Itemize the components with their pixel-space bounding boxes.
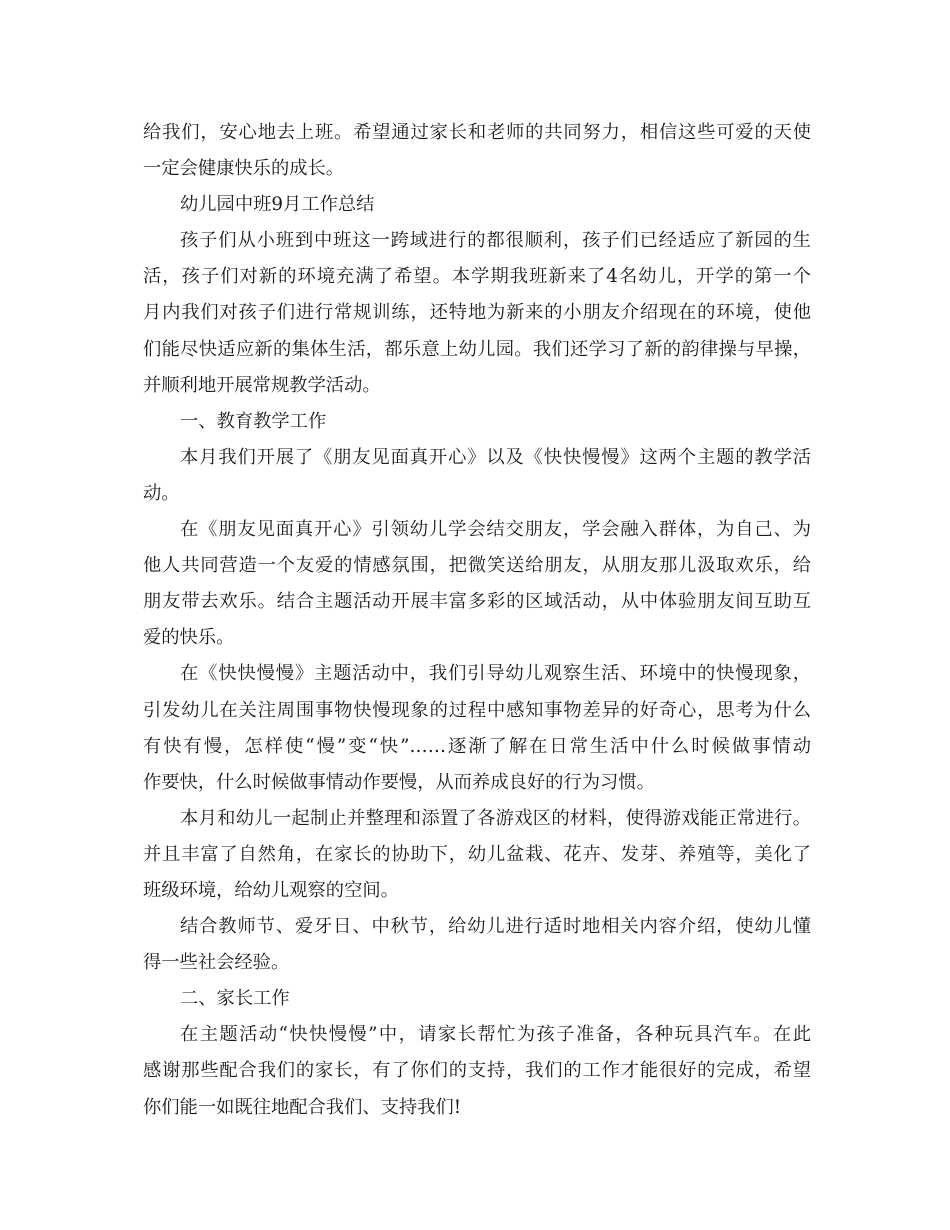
text-line: 班级环境，给幼儿观察的空间。 xyxy=(143,879,399,901)
text-line: 们能尽快适应新的集体生活，都乐意上幼儿园。我们还学习了新的韵律操与早操， xyxy=(143,338,811,360)
text-line: 感谢那些配合我们的家长，有了你们的支持，我们的工作才能很好的完成，希望 xyxy=(143,1060,811,1082)
text-line: 在主题活动“快快慢慢”中，请家长帮忙为孩子准备，各种玩具汽车。在此 xyxy=(180,1024,811,1046)
text-line: 二、家长工作 xyxy=(180,988,290,1010)
document-body xyxy=(143,115,811,1126)
text-line: 作要快，什么时候做事情动作要慢，从而养成良好的行为习惯。 xyxy=(143,771,655,793)
text-line: 月内我们对孩子们进行常规训练，还特地为新来的小朋友介绍现在的环境，使他 xyxy=(143,302,811,324)
text-line: 他人共同营造一个友爱的情感氛围，把微笑送给朋友，从朋友那儿汲取欢乐，给 xyxy=(143,555,811,577)
text-line: 结合教师节、爱牙日、中秋节，给幼儿进行适时地相关内容介绍，使幼儿懂 xyxy=(180,916,811,938)
text-line: 有快有慢，怎样使“慢”变“快”……逐渐了解在日常生活中什么时候做事情动 xyxy=(143,735,811,757)
text-line: 一、教育教学工作 xyxy=(180,410,327,432)
text-line: 爱的快乐。 xyxy=(143,627,235,649)
text-line: 在《快快慢慢》主题活动中，我们引导幼儿观察生活、环境中的快慢现象， xyxy=(180,663,811,685)
text-line: 并且丰富了自然角，在家长的协助下，幼儿盆栽、花卉、发芽、养殖等，美化了 xyxy=(143,843,811,865)
text-line: 在《朋友见面真开心》引领幼儿学会结交朋友，学会融入群体，为自己、为 xyxy=(180,519,811,541)
text-line: 幼儿园中班9月工作总结 xyxy=(180,194,375,216)
text-line: 活，孩子们对新的环境充满了希望。本学期我班新来了4名幼儿，开学的第一个 xyxy=(143,266,811,288)
text-line: 得一些社会经验。 xyxy=(143,952,290,974)
text-line: 一定会健康快乐的成长。 xyxy=(143,158,345,180)
text-line: 本月和幼儿一起制止并整理和添置了各游戏区的材料，使得游戏能正常进行。 xyxy=(180,807,811,829)
text-line: 你们能一如既往地配合我们、支持我们! xyxy=(143,1096,462,1118)
text-line: 动。 xyxy=(143,482,180,504)
text-line: 给我们，安心地去上班。希望通过家长和老师的共同努力，相信这些可爱的天使 xyxy=(143,122,811,143)
text-line: 朋友带去欢乐。结合主题活动开展丰富多彩的区域活动，从中体验朋友间互助互 xyxy=(143,591,811,613)
text-line: 并顺利地开展常规教学活动。 xyxy=(143,374,381,396)
text-line: 引发幼儿在关注周围事物快慢现象的过程中感知事物差异的好奇心，思考为什么 xyxy=(143,699,811,721)
text-line: 本月我们开展了《朋友见面真开心》以及《快快慢慢》这两个主题的教学活 xyxy=(180,446,811,468)
text-line: 孩子们从小班到中班这一跨域进行的都很顺利，孩子们已经适应了新园的生 xyxy=(180,230,811,252)
